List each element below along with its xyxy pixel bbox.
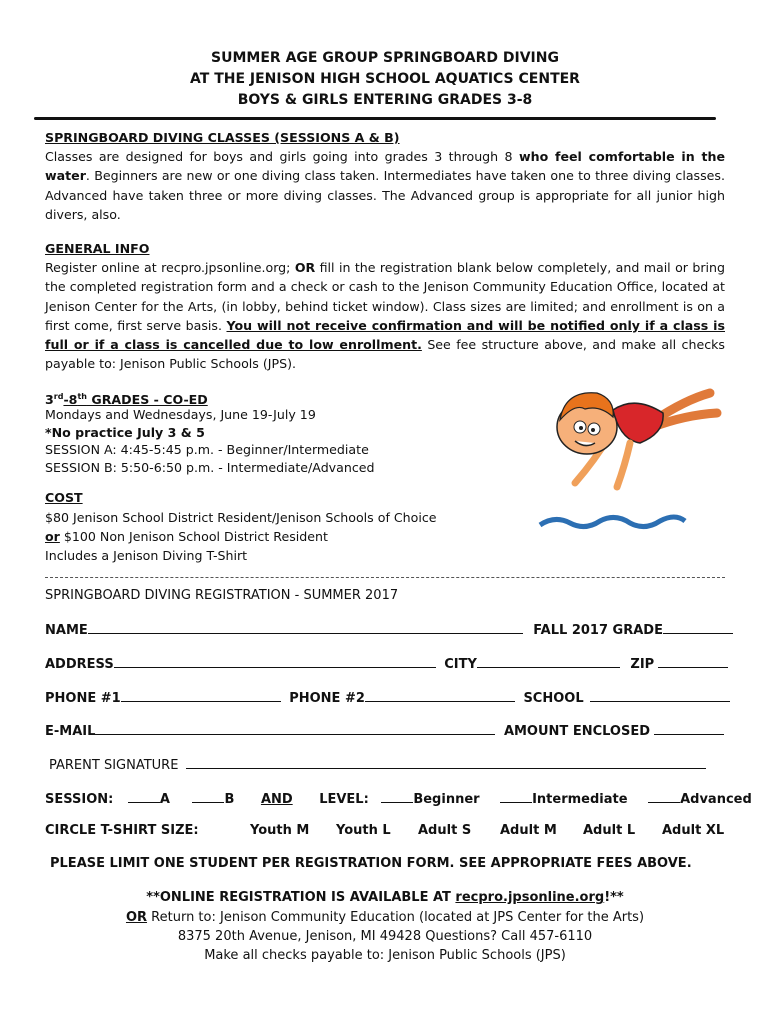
size-adult-m[interactable]: Adult M bbox=[500, 823, 557, 838]
title-line-1: SUMMER AGE GROUP SPRINGBOARD DIVING bbox=[211, 50, 559, 66]
signature-row: PARENT SIGNATURE bbox=[49, 755, 706, 775]
diver-illustration bbox=[535, 365, 735, 535]
payable-line: Make all checks payable to: Jenison Public Schools (JPS) bbox=[204, 948, 566, 963]
fall-grade-field[interactable] bbox=[663, 620, 733, 634]
school-field[interactable] bbox=[590, 688, 730, 702]
online-note: **ONLINE REGISTRATION IS AVAILABLE AT recpro.jpsonline.org!** bbox=[146, 890, 624, 905]
general-info-section bbox=[45, 239, 725, 373]
address-field[interactable] bbox=[114, 654, 436, 668]
address-row: ADDRESS CITY ZIP bbox=[45, 654, 728, 674]
classes-text-1: Classes are designed for boys and girls going into grades 3 through 8 bbox=[45, 149, 519, 165]
general-text-1: Register online at recpro.jpsonline.org; bbox=[45, 260, 295, 276]
size-adult-l[interactable]: Adult L bbox=[583, 823, 636, 838]
online-link[interactable]: recpro.jpsonline.org bbox=[455, 890, 605, 905]
zip-field[interactable] bbox=[658, 654, 728, 668]
classes-text-2: . Beginners are new or one diving class taken. Intermediates have taken one to three diving classes. Advanced have taken three or more diving classes. The Advanced group is appropriate for all junior high divers, also. bbox=[45, 168, 725, 222]
email-row: E-MAIL AMOUNT ENCLOSED bbox=[45, 721, 724, 741]
intermediate-blank[interactable] bbox=[500, 789, 532, 803]
phone2-field[interactable] bbox=[365, 688, 515, 702]
cost-shirt: Includes a Jenison Diving T-Shirt bbox=[45, 548, 248, 563]
title-line-3: BOYS & GIRLS ENTERING GRADES 3-8 bbox=[237, 92, 533, 108]
size-youth-l[interactable]: Youth L bbox=[336, 823, 391, 838]
session-b-blank[interactable] bbox=[192, 789, 224, 803]
session-a-blank[interactable] bbox=[128, 789, 160, 803]
size-youth-m[interactable]: Youth M bbox=[250, 823, 310, 838]
form-title: SPRINGBOARD DIVING REGISTRATION - SUMMER 2017 bbox=[45, 588, 399, 603]
grades-heading: 3rd-8th GRADES - CO-ED bbox=[45, 392, 208, 408]
amount-field[interactable] bbox=[654, 721, 724, 735]
section-divider bbox=[45, 577, 725, 578]
name-field[interactable] bbox=[88, 620, 523, 634]
confirmation-notice: You will not receive confirmation and will be notified only if a class is full or if a class is cancelled due to low enrollment. bbox=[45, 317, 725, 353]
shirt-size-row: CIRCLE T-SHIRT SIZE: bbox=[45, 823, 199, 838]
limit-note: PLEASE LIMIT ONE STUDENT PER REGISTRATION FORM. SEE APPROPRIATE FEES ABOVE. bbox=[50, 856, 692, 871]
general-heading: GENERAL INFO bbox=[45, 241, 150, 256]
name-row: NAME FALL 2017 GRADE bbox=[45, 620, 733, 640]
classes-heading: SPRINGBOARD DIVING CLASSES (SESSIONS A & B) bbox=[45, 130, 400, 145]
size-adult-s[interactable]: Adult S bbox=[418, 823, 472, 838]
classes-bold: who feel comfortable in the water bbox=[45, 149, 726, 184]
general-text-2: fill in the registration blank below completely, and mail or bring the completed registration form and a check or cash to the Jenison Community Education Office, located at Jenison Center for the Arts, (in lobby, behind ticket window). Class sizes are limited; and enrollment is on a first come, first serve basis. bbox=[45, 260, 725, 333]
general-text-3: See fee structure above, and make all checks payable to: Jenison Public Schools (JPS). bbox=[45, 337, 725, 372]
cost-nonresident: or $100 Non Jenison School District Resident bbox=[45, 529, 328, 544]
city-field[interactable] bbox=[477, 654, 620, 668]
title-line-2: AT THE JENISON HIGH SCHOOL AQUATICS CENTER bbox=[190, 71, 580, 87]
cost-heading: COST bbox=[45, 490, 83, 505]
header-rule bbox=[34, 117, 716, 120]
size-adult-xl[interactable]: Adult XL bbox=[662, 823, 725, 838]
session-row: SESSION: A B AND LEVEL: Beginner Intermediate Advanced bbox=[45, 789, 752, 809]
parent-signature-field[interactable] bbox=[186, 755, 706, 769]
class-days: Mondays and Wednesdays, June 19-July 19 bbox=[45, 407, 316, 422]
no-practice-note: *No practice July 3 & 5 bbox=[45, 425, 205, 440]
general-or: OR bbox=[294, 260, 316, 276]
advanced-blank[interactable] bbox=[648, 789, 680, 803]
phone-row: PHONE #1 PHONE #2 SCHOOL bbox=[45, 688, 730, 708]
email-field[interactable] bbox=[95, 721, 495, 735]
phone1-field[interactable] bbox=[121, 688, 281, 702]
cost-resident: $80 Jenison School District Resident/Jenison Schools of Choice bbox=[45, 510, 437, 525]
session-b-time: SESSION B: 5:50-6:50 p.m. - Intermediate/Advanced bbox=[45, 460, 375, 475]
address-line: 8375 20th Avenue, Jenison, MI 49428 Questions? Call 457-6110 bbox=[177, 929, 593, 944]
beginner-blank[interactable] bbox=[381, 789, 413, 803]
classes-section bbox=[45, 128, 725, 224]
return-line: OR Return to: Jenison Community Education (located at JPS Center for the Arts) bbox=[125, 910, 645, 925]
session-a-time: SESSION A: 4:45-5:45 p.m. - Beginner/Intermediate bbox=[45, 442, 369, 457]
